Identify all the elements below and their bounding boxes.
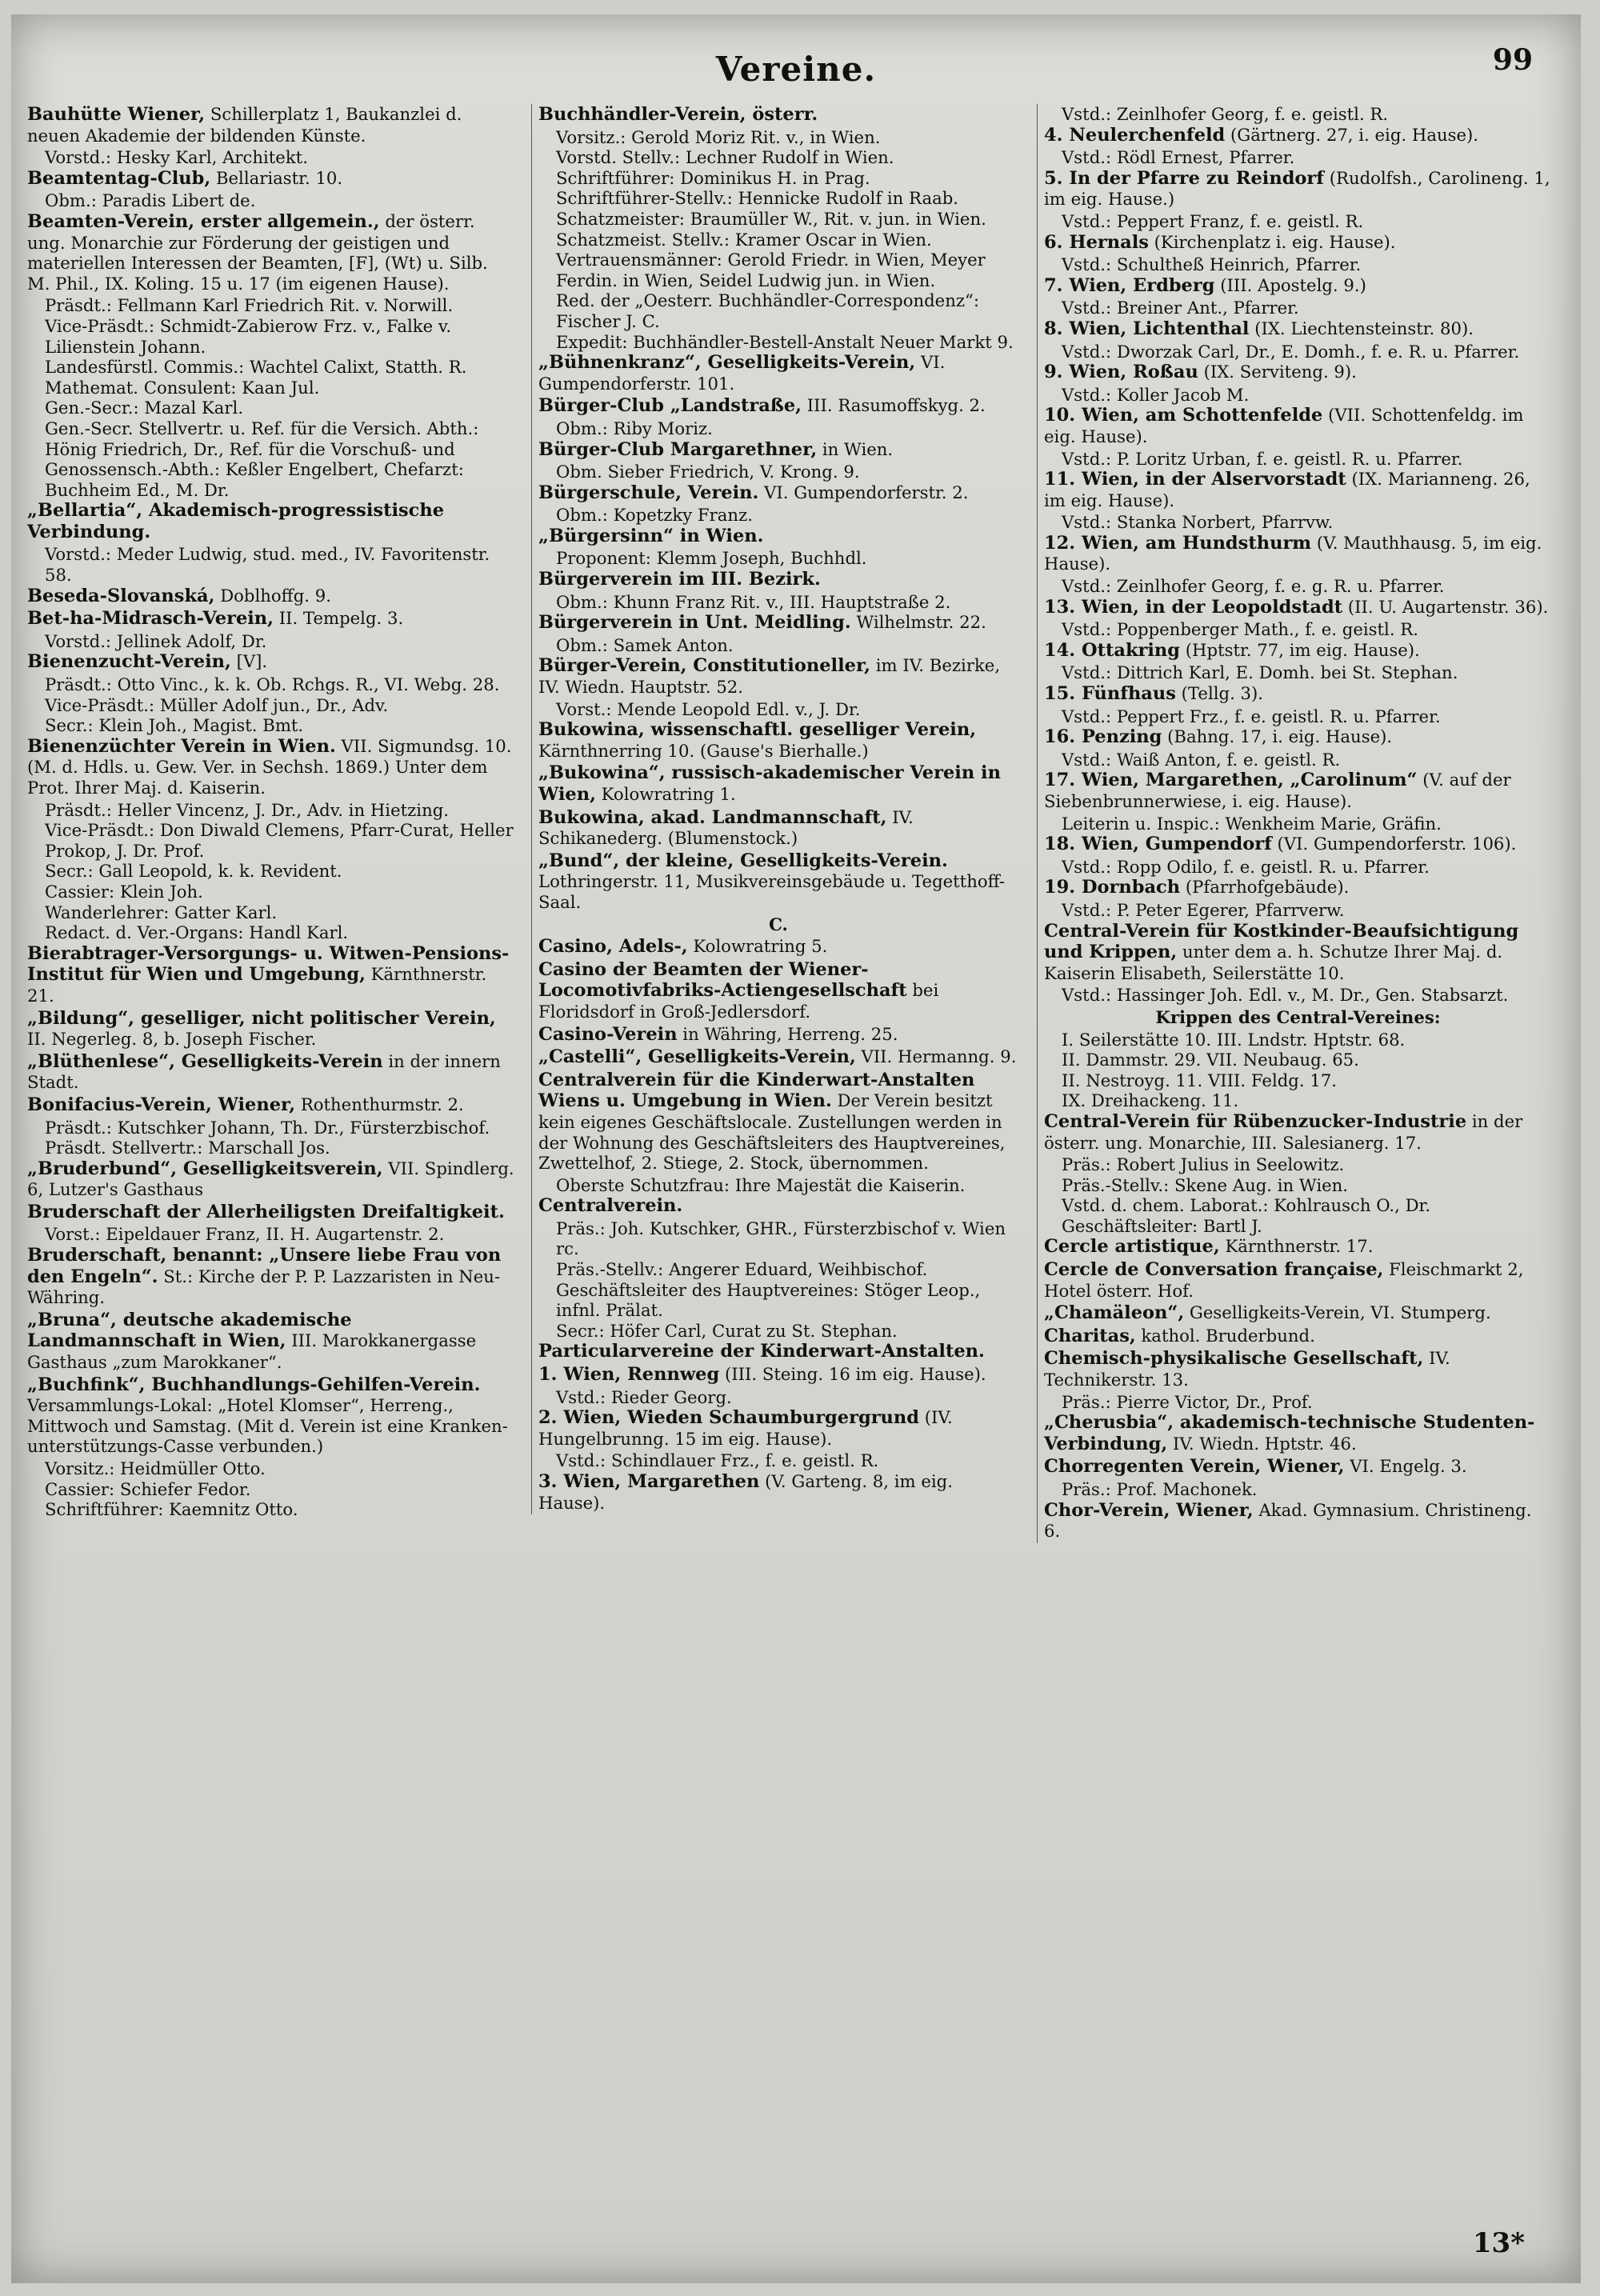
entry-name: 8. Wien, Lichtenthal xyxy=(1044,318,1250,339)
entry-officer-line: Präs.: Joh. Kutschker, GHR., Fürsterzbischof v. Wien rc. xyxy=(556,1218,1006,1259)
entry-name: Cercle artistique, xyxy=(1044,1236,1220,1258)
entry-details: (VII. Schottenfeldg. im eig. Hause). xyxy=(1044,405,1524,446)
entry-officer-line: Gen.-Secr. Stellvertr. u. Ref. für die Versich. Abth.: Hönig Friedrich, Dr., Ref. für die Vorschuß- und Genossensch.-Abth.: Keßler Engelbert, Chefarzt: Buchheim Ed., M. Dr. xyxy=(45,418,479,500)
entry-details: IV. Technikerstr. 13. xyxy=(1044,1348,1450,1390)
entry-name: Casino-Verein xyxy=(538,1023,678,1045)
entry-details: Kolowratring 1. xyxy=(595,784,736,804)
entry-name: Bürger-Club „Landstraße, xyxy=(538,395,802,417)
directory-entry xyxy=(538,1341,1018,1362)
directory-entry xyxy=(538,719,1018,761)
directory-entry xyxy=(1044,1302,1552,1324)
entry-name: 12. Wien, am Hundsthurm xyxy=(1044,532,1312,554)
entry-details: IV. Wiedn. Hptstr. 46. xyxy=(1167,1433,1357,1454)
page-title: Vereine. xyxy=(715,50,877,89)
entry-details: III. Marokkanergasse Gasthaus „zum Marokkaner“. xyxy=(27,1330,477,1373)
entry-details: VI. Engelg. 3. xyxy=(1344,1456,1467,1477)
entry-officer-line: Wanderlehrer: Gatter Karl. xyxy=(45,902,278,922)
directory-entry xyxy=(27,1158,515,1200)
entry-details: Versammlungs-Lokal: „Hotel Klomser“, Herreng., Mittwoch und Samstag. (Mit d. Verein ist eine Kranken-unterstützungs-Casse verbunden.) xyxy=(27,1395,508,1457)
entry-details: Der Verein besitzt kein eigenes Geschäftslocale. Zustellungen werden in der Wohnung des Geschäftsleiters des Hauptvereines, Zwettelhof, 2. Stiege, 2. Stock, übernommen. xyxy=(538,1090,1006,1174)
entry-officer-line: Secr.: Gall Leopold, k. k. Revident. xyxy=(45,861,342,882)
entry-officer-line: Vstd.: Ropp Odilo, f. e. geistl. R. u. Pfarrer. xyxy=(1062,856,1430,877)
entry-details: (V. auf der Siebenbrunnerwiese, i. eig. Hause). xyxy=(1044,770,1511,811)
entry-officer-line: Präsdt.: Kutschker Johann, Th. Dr., Fürsterzbischof. xyxy=(45,1117,490,1138)
entry-details: (II. U. Augartenstr. 36). xyxy=(1342,596,1549,617)
entry-officer-line: II. Nestroyg. 11. VIII. Feldg. 17. xyxy=(1062,1070,1338,1090)
entry-name: Buchhändler-Verein, österr. xyxy=(538,104,818,125)
entry-details: (III. Steing. 16 im eig. Hause). xyxy=(719,1364,986,1385)
entry-officer-line: Obm. Sieber Friedrich, V. Krong. 9. xyxy=(556,462,860,482)
entry-details: Fleischmarkt 2, Hotel österr. Hof. xyxy=(1044,1259,1524,1301)
directory-entry xyxy=(27,651,515,673)
entry-officer-line: Präs.-Stellv.: Skene Aug. in Wien. xyxy=(1062,1174,1349,1195)
entry-details: Doblhoffg. 9. xyxy=(214,585,331,606)
entry-officer-line: Vstd. d. chem. Laborat.: Kohlrausch O., Dr. xyxy=(1062,1195,1431,1216)
entry-officer-line: Expedit: Buchhändler-Bestell-Anstalt Neuer Markt 9. xyxy=(556,331,1014,352)
directory-entry xyxy=(1044,1259,1552,1301)
entry-details: (IX. Serviteng. 9). xyxy=(1198,362,1357,382)
entry-officer-line: Oberste Schutzfrau: Ihre Majestät die Kaiserin. xyxy=(556,1174,966,1195)
entry-details: Lothringerstr. 11, Musikvereinsgebäude u. Tegetthoff-Saal. xyxy=(538,871,1006,912)
entry-officer-line: Vstd.: Dittrich Karl, E. Domh. bei St. Stephan. xyxy=(1062,662,1458,683)
entry-officer-line: I. Seilerstätte 10. III. Lndstr. Hptstr. 68. xyxy=(1062,1029,1406,1050)
entry-officer-line: Präsdt.: Otto Vinc., k. k. Ob. Rchgs. R., VI. Webg. 28. xyxy=(45,674,500,695)
entry-officer-line: Vstd.: Schindlauer Frz., f. e. geistl. R. xyxy=(556,1450,879,1471)
entry-officer-line: Präs.: Prof. Machonek. xyxy=(1062,1479,1258,1499)
entry-details: (III. Apostelg. 9.) xyxy=(1214,274,1366,295)
entry-details: Bellariastr. 10. xyxy=(210,167,343,188)
entry-officer-line: Vstd.: Waiß Anton, f. e. geistl. R. xyxy=(1062,749,1341,770)
entry-officer-line: Obm.: Kopetzky Franz. xyxy=(556,505,753,526)
directory-entry xyxy=(1044,877,1552,898)
entry-officer-line: Vorstd.: Hesky Karl, Architekt. xyxy=(45,147,308,168)
entry-name: Bonifacius-Verein, Wiener, xyxy=(27,1094,296,1115)
entry-details: VI. Gumpendorferstr. 101. xyxy=(538,352,946,394)
entry-officer-line: Mathemat. Consulent: Kaan Jul. xyxy=(45,377,320,398)
entry-details: Schillerplatz 1, Baukanzlei d. neuen Akademie der bildenden Künste. xyxy=(27,104,462,146)
entry-officer-line: Vorstd.: Jellinek Adolf, Dr. xyxy=(45,630,267,651)
entry-details: VI. Gumpendorferstr. 2. xyxy=(758,482,969,502)
directory-entry xyxy=(27,1094,515,1116)
entry-officer-line: Vstd.: Zeinlhofer Georg, f. e. geistl. R. xyxy=(1062,104,1389,124)
entry-details: (VI. Gumpendorferstr. 106). xyxy=(1271,834,1517,854)
entry-details: (Rudolfsh., Carolineng. 1, im eig. Hause.) xyxy=(1044,167,1550,210)
directory-entry xyxy=(1044,1456,1552,1478)
entry-officer-line: Leiterin u. Inspic.: Wenkheim Marie, Gräfin. xyxy=(1062,813,1442,834)
entry-officer-line: Präs.-Stellv.: Angerer Eduard, Weihbischof. xyxy=(556,1259,928,1280)
entry-name: 15. Fünfhaus xyxy=(1044,683,1176,705)
directory-entry xyxy=(538,850,1018,913)
directory-entry xyxy=(538,1024,1018,1046)
entry-details: (IX. Marianneng. 26, im eig. Hause). xyxy=(1044,469,1530,510)
section-heading: Krippen des Central-Vereines: xyxy=(1155,1006,1441,1027)
directory-entry xyxy=(538,1471,1018,1513)
entry-details: (Bahng. 17, i. eig. Hause). xyxy=(1162,726,1393,747)
entry-details: VII. Sigmundsg. 10. (M. d. Hdls. u. Gew. Ver. in Sechsh. 1869.) Unter dem Prot. Ihrer Maj. d. Kaiserin. xyxy=(27,735,512,798)
entry-name: „Blüthenlese“, Geselligkeits-Verein xyxy=(27,1050,383,1072)
entry-name: Chorregenten Verein, Wiener, xyxy=(1044,1456,1345,1478)
entry-details: unter dem a. h. Schutze Ihrer Maj. d. Kaiserin Elisabeth, Seilerstätte 10. xyxy=(1044,942,1503,983)
entry-details: Geselligkeits-Verein, VI. Stumperg. xyxy=(1184,1302,1491,1323)
entry-name: Chor-Verein, Wiener, xyxy=(1044,1499,1254,1521)
directory-entry xyxy=(27,104,515,146)
entry-details: (Kirchenplatz i. eig. Hause). xyxy=(1148,231,1396,252)
directory-entry xyxy=(27,1310,515,1373)
entry-details: II. Negerleg. 8, b. Joseph Fischer. xyxy=(27,1029,317,1050)
entry-officer-line: Vstd.: Breiner Ant., Pfarrer. xyxy=(1062,298,1299,318)
directory-entry xyxy=(1044,1348,1552,1390)
directory-entry xyxy=(538,936,1018,958)
directory-entry xyxy=(538,104,1018,126)
entry-name: 6. Hernals xyxy=(1044,231,1149,253)
entry-name: 11. Wien, in der Alservorstadt xyxy=(1044,469,1346,490)
entry-officer-line: Landesfürstl. Commis.: Wachtel Calixt, Statth. R. xyxy=(45,357,467,378)
entry-details: III. Rasumoffskyg. 2. xyxy=(802,395,986,416)
entry-officer-line: Secr.: Klein Joh., Magist. Bmt. xyxy=(45,715,304,736)
directory-entry xyxy=(1044,597,1552,618)
entry-details: Kärnthnerring 10. (Gause's Bierhalle.) xyxy=(538,740,869,761)
directory-entry xyxy=(538,526,1018,547)
entry-officer-line: Präs.: Robert Julius in Seelowitz. xyxy=(1062,1154,1345,1175)
entry-name: Bienenzüchter Verein in Wien. xyxy=(27,735,336,757)
directory-entry xyxy=(1044,921,1552,984)
entry-officer-line: Vorsitz.: Gerold Moriz Rit. v., in Wien. xyxy=(556,126,881,147)
entry-name: „Bund“, der kleine, Geselligkeits-Verein. xyxy=(538,850,948,871)
entry-officer-line: Vstd.: P. Peter Egerer, Pfarrverw. xyxy=(1062,899,1345,920)
entry-officer-line: Präs.: Pierre Victor, Dr., Prof. xyxy=(1062,1391,1313,1412)
entry-name: Bienenzucht-Verein, xyxy=(27,651,231,673)
directory-entry xyxy=(1044,125,1552,146)
entry-officer-line: Vstd.: Peppert Franz, f. e. geistl. R. xyxy=(1062,210,1364,231)
entry-details: St.: Kirche der P. P. Lazzaristen in Neu-Währing. xyxy=(27,1266,501,1308)
directory-entry xyxy=(1044,1500,1552,1542)
entry-name: Bürger-Club Margarethner, xyxy=(538,438,818,460)
entry-officer-line: Vstd.: Peppert Frz., f. e. geistl. R. u. Pfarrer. xyxy=(1062,706,1441,726)
directory-entry xyxy=(538,762,1018,805)
directory-entry xyxy=(1044,834,1552,855)
entry-officer-line: Obm.: Samek Anton. xyxy=(556,634,734,655)
entry-name: Bürgerschule, Verein. xyxy=(538,482,759,503)
entry-officer-line: Vorstd. Stellv.: Lechner Rudolf in Wien. xyxy=(556,147,894,168)
entry-name: 2. Wien, Wieden Schaumburgergrund xyxy=(538,1407,919,1429)
entry-officer-line: Schatzmeist. Stellv.: Kramer Oscar in Wien. xyxy=(556,229,932,250)
entry-details: (Pfarrhofgebäude). xyxy=(1180,877,1350,898)
entry-details: (V. Mauthhausg. 5, im eig. Hause). xyxy=(1044,532,1542,574)
directory-entry xyxy=(1044,232,1552,254)
entry-name: „Bühnenkranz“, Geselligkeits-Verein, xyxy=(538,352,916,374)
directory-entry xyxy=(27,1051,515,1093)
entry-name: Bierabtrager-Versorgungs- u. Witwen-Pensions-Institut für Wien und Umgebung, xyxy=(27,942,510,986)
column-2 xyxy=(531,104,1018,1514)
entry-officer-line: Secr.: Höfer Carl, Curat zu St. Stephan. xyxy=(556,1320,898,1341)
entry-name: 5. In der Pfarre zu Reindorf xyxy=(1044,167,1324,189)
entry-name: Centralverein für die Kinderwart-Anstalten Wiens u. Umgebung in Wien. xyxy=(538,1069,975,1112)
entry-name: 18. Wien, Gumpendorf xyxy=(1044,834,1272,855)
entry-name: 10. Wien, am Schottenfelde xyxy=(1044,405,1323,426)
entry-officer-line: Geschäftsleiter: Bartl J. xyxy=(1062,1215,1262,1236)
entry-officer-line: Vstd.: Rödl Ernest, Pfarrer. xyxy=(1062,147,1295,168)
entry-officer-line: Gen.-Secr.: Mazal Karl. xyxy=(45,398,244,418)
entry-name: Bauhütte Wiener, xyxy=(27,104,206,125)
entry-name: Bukowina, akad. Landmannschaft, xyxy=(538,806,887,828)
entry-name: Beseda-Slovanská, xyxy=(27,585,215,606)
directory-entry xyxy=(538,439,1018,461)
entry-name: Beamtentag-Club, xyxy=(27,167,211,189)
entry-officer-line: Vstd.: Poppenberger Math., f. e. geistl. R. xyxy=(1062,619,1418,640)
entry-name: Centralverein. xyxy=(538,1195,683,1217)
entry-details: Rothenthurmstr. 2. xyxy=(295,1094,464,1114)
entry-officer-line: Vorstd.: Meder Ludwig, stud. med., IV. Favoritenstr. 58. xyxy=(45,544,490,586)
entry-name: „Bruna“, deutsche akademische Landmannschaft in Wien, xyxy=(27,1309,352,1352)
entry-details: der österr. ung. Monarchie zur Förderung der geistigen und materiellen Interessen der Beamten, [F], (Wt) u. Silb. M. Phil., IX. Koling. 15 u. 17 (im eigenen Hause). xyxy=(27,210,488,294)
directory-entry xyxy=(538,959,1018,1022)
directory-entry xyxy=(27,168,515,190)
directory-entry xyxy=(27,943,515,1006)
entry-details: in Wien. xyxy=(817,438,894,459)
directory-entry xyxy=(27,1374,515,1457)
entry-name: „Bellartia“, Akademisch-progressistische Verbindung. xyxy=(27,500,445,542)
entry-officer-line: Vstd.: Schultheß Heinrich, Pfarrer. xyxy=(1062,254,1362,275)
page xyxy=(11,14,1581,2283)
entry-officer-line: Obm.: Khunn Franz Rit. v., III. Hauptstraße 2. xyxy=(556,591,951,612)
entry-name: Charitas, xyxy=(1044,1325,1136,1346)
directory-entry xyxy=(1044,640,1552,662)
entry-name: 7. Wien, Erdberg xyxy=(1044,274,1215,296)
entry-name: 19. Dornbach xyxy=(1044,877,1181,898)
entry-officer-line: Obm.: Paradis Libert de. xyxy=(45,190,256,211)
entry-officer-line: Vice-Präsdt.: Schmidt-Zabierow Frz. v., Falke v. Lilienstein Johann. xyxy=(45,315,452,357)
entry-officer-line: Präsdt. Stellvertr.: Marschall Jos. xyxy=(45,1138,330,1158)
entry-officer-line: Cassier: Klein Joh. xyxy=(45,881,203,902)
entry-name: Bürgerverein im III. Bezirk. xyxy=(538,569,821,590)
directory-entry xyxy=(27,1202,515,1223)
entry-name: Cercle de Conversation française, xyxy=(1044,1259,1384,1281)
entry-details: (IV. Hungelbrunng. 15 im eig. Hause). xyxy=(538,1407,953,1449)
directory-entry xyxy=(27,586,515,607)
directory-entry xyxy=(538,1407,1018,1449)
entry-details: in Währing, Herreng. 25. xyxy=(677,1023,898,1044)
page-number: 99 xyxy=(1492,43,1533,77)
entry-name: 16. Penzing xyxy=(1044,726,1162,748)
entry-officer-line: Vertrauensmänner: Gerold Friedr. in Wien, Meyer Ferdin. in Wien, Seidel Ludwig jun. in Wien. xyxy=(556,250,986,290)
entry-officer-line: Vorst.: Mende Leopold Edl. v., J. Dr. xyxy=(556,698,861,719)
directory-entry xyxy=(1044,318,1552,340)
directory-entry xyxy=(1044,1412,1552,1454)
entry-officer-line: Vorsitz.: Heidmüller Otto. xyxy=(45,1458,266,1478)
directory-entry xyxy=(1044,168,1552,210)
entry-name: „Cherusbia“, akademisch-technische Studenten-Verbindung, xyxy=(1044,1412,1535,1454)
entry-officer-line: Obm.: Riby Moriz. xyxy=(556,418,713,438)
directory-entry xyxy=(1044,405,1552,446)
entry-details: Kärnthnerstr. 17. xyxy=(1219,1236,1374,1257)
entry-details: Kärnthnerstr. 21. xyxy=(27,964,487,1006)
entry-name: „Chamäleon“, xyxy=(1044,1302,1185,1324)
directory-entry xyxy=(538,1046,1018,1068)
directory-entry xyxy=(1044,533,1552,574)
entry-details: in der innern Stadt. xyxy=(27,1050,501,1093)
entry-name: Casino der Beamten der Wiener-Locomotivfabriks-Actiengesellschaft xyxy=(538,958,907,1002)
entry-name: Bürger-Verein, Constitutioneller, xyxy=(538,655,870,677)
entry-details: im IV. Bezirke, IV. Wiedn. Hauptstr. 52. xyxy=(538,655,1001,698)
entry-officer-line: Schriftführer: Dominikus H. in Prag. xyxy=(556,167,870,188)
directory-entry xyxy=(1044,770,1552,811)
directory-entry xyxy=(538,352,1018,394)
entry-name: Bruderschaft, benannt: „Unsere liebe Frau von den Engeln“. xyxy=(27,1245,502,1287)
entry-officer-line: Proponent: Klemm Joseph, Buchhdl. xyxy=(556,548,867,569)
entry-officer-line: Schriftführer: Kaemnitz Otto. xyxy=(45,1499,298,1520)
entry-details: Kolowratring 5. xyxy=(687,936,828,957)
entry-officer-line: Geschäftsleiter des Hauptvereines: Stöger Leop., infnl. Prälat. xyxy=(556,1279,981,1321)
directory-entry xyxy=(538,395,1018,417)
directory-entry xyxy=(1044,726,1552,748)
entry-name: „Bildung“, geselliger, nicht politischer Verein, xyxy=(27,1007,496,1029)
directory-entry xyxy=(538,612,1018,634)
directory-entry xyxy=(1044,1236,1552,1258)
directory-entry xyxy=(1044,1326,1552,1347)
signature-mark: 13* xyxy=(1472,2227,1525,2259)
entry-name: Central-Verein für Kostkinder-Beaufsichtigung und Krippen, xyxy=(1044,920,1519,963)
entry-officer-line: Vorst.: Eipeldauer Franz, II. H. Augartenstr. 2. xyxy=(45,1224,445,1245)
entry-name: 9. Wien, Roßau xyxy=(1044,362,1198,383)
directory-entry xyxy=(1044,469,1552,510)
entry-officer-line: Vice-Präsdt.: Müller Adolf jun., Dr., Adv. xyxy=(45,694,389,715)
directory-entry xyxy=(27,1008,515,1050)
entry-officer-line: Vstd.: Koller Jacob M. xyxy=(1062,384,1250,405)
entry-officer-line: Vstd.: Hassinger Joh. Edl. v., M. Dr., Gen. Stabsarzt. xyxy=(1062,985,1509,1006)
directory-entry xyxy=(538,482,1018,504)
directory-entry xyxy=(1044,1111,1552,1153)
entry-details: VII. Spindlerg. 6, Lutzer's Gasthaus xyxy=(27,1158,514,1200)
entry-name: „Bruderbund“, Geselligkeitsverein, xyxy=(27,1158,383,1179)
entry-details: (V. Garteng. 8, im eig. Hause). xyxy=(538,1471,953,1513)
entry-details: (Hptstr. 77, im eig. Hause). xyxy=(1180,639,1420,660)
entry-details: bei Floridsdorf in Groß-Jedlersdorf. xyxy=(538,980,939,1022)
entry-name: 1. Wien, Rennweg xyxy=(538,1364,720,1386)
directory-entry xyxy=(27,736,515,798)
entry-officer-line: Red. der „Oesterr. Buchhändler-Correspondenz“: Fischer J. C. xyxy=(556,290,979,331)
entry-name: 3. Wien, Margarethen xyxy=(538,1471,760,1492)
entry-name: Central-Verein für Rübenzucker-Industrie xyxy=(1044,1110,1467,1132)
entry-officer-line: Präsdt.: Fellmann Karl Friedrich Rit. v. Norwill. xyxy=(45,295,454,316)
section-heading: C. xyxy=(769,914,788,934)
directory-entry xyxy=(538,807,1018,849)
entry-details: [V]. xyxy=(230,651,268,672)
column-3 xyxy=(1037,104,1552,1543)
directory-entry xyxy=(27,1245,515,1308)
entry-name: 13. Wien, in der Leopoldstadt xyxy=(1044,596,1343,618)
entry-details: VII. Hermanng. 9. xyxy=(855,1046,1017,1067)
entry-name: Bukowina, wissenschaftl. geselliger Verein, xyxy=(538,719,977,741)
entry-officer-line: Vstd.: P. Loritz Urban, f. e. geistl. R. u. Pfarrer. xyxy=(1062,448,1463,469)
entry-details: Wilhelmstr. 22. xyxy=(850,612,986,633)
entry-officer-line: II. Dammstr. 29. VII. Neubaug. 65. xyxy=(1062,1050,1359,1070)
entry-details: II. Tempelg. 3. xyxy=(274,608,404,629)
directory-entry xyxy=(1044,362,1552,383)
entry-details: in der österr. ung. Monarchie, III. Salesianerg. 17. xyxy=(1044,1110,1523,1153)
entry-details: Akad. Gymnasium. Christineng. 6. xyxy=(1044,1499,1532,1542)
entry-name: Beamten-Verein, erster allgemein., xyxy=(27,210,380,232)
entry-name: „Bürgersinn“ in Wien. xyxy=(538,525,764,546)
entry-name: Bet-ha-Midrasch-Verein, xyxy=(27,608,274,630)
entry-name: „Bukowina“, russisch-akademischer Verein in Wien, xyxy=(538,762,1001,805)
entry-name: „Buchfink“, Buchhandlungs-Gehilfen-Verein. xyxy=(27,1374,481,1395)
entry-name: Particularvereine der Kinderwart-Anstalten. xyxy=(538,1341,985,1362)
entry-name: „Castelli“, Geselligkeits-Verein, xyxy=(538,1046,856,1068)
entry-officer-line: Vstd.: Dworzak Carl, Dr., E. Domh., f. e. R. u. Pfarrer. xyxy=(1062,341,1520,362)
directory-entry xyxy=(27,608,515,630)
directory-entry xyxy=(1044,683,1552,705)
entry-officer-line: Vstd.: Zeinlhofer Georg, f. e. g. R. u. Pfarrer. xyxy=(1062,576,1445,597)
directory-entry xyxy=(27,211,515,294)
entry-name: 17. Wien, Margarethen, „Carolinum“ xyxy=(1044,770,1418,791)
entry-name: Chemisch-physikalische Gesellschaft, xyxy=(1044,1348,1424,1370)
directory-entry xyxy=(538,1070,1018,1174)
directory-entry xyxy=(538,569,1018,590)
directory-entry xyxy=(538,1195,1018,1217)
column-1 xyxy=(27,104,515,1520)
entry-officer-line: Präsdt.: Heller Vincenz, J. Dr., Adv. in Hietzing. xyxy=(45,799,450,820)
entry-name: Bürgerverein in Unt. Meidling. xyxy=(538,612,851,634)
entry-name: Casino, Adels-, xyxy=(538,936,688,958)
directory-entry xyxy=(27,500,515,542)
entry-officer-line: Cassier: Schiefer Fedor. xyxy=(45,1478,251,1499)
entry-details: (IX. Liechtensteinstr. 80). xyxy=(1249,318,1474,338)
directory-entry xyxy=(1044,275,1552,297)
entry-details: kathol. Bruderbund. xyxy=(1135,1325,1315,1346)
entry-name: 4. Neulerchenfeld xyxy=(1044,124,1226,146)
entry-officer-line: Vice-Präsdt.: Don Diwald Clemens, Pfarr-Curat, Heller Prokop, J. Dr. Prof. xyxy=(45,820,514,861)
entry-name: 14. Ottakring xyxy=(1044,639,1181,661)
entry-details: IV. Schikanederg. (Blumenstock.) xyxy=(538,806,914,849)
entry-details: (Tellg. 3). xyxy=(1175,683,1264,704)
entry-officer-line: IX. Dreihackeng. 11. xyxy=(1062,1090,1239,1111)
entry-details: (Gärtnerg. 27, i. eig. Hause). xyxy=(1225,124,1479,145)
directory-entry xyxy=(538,1364,1018,1386)
entry-officer-line: Schriftführer-Stellv.: Hennicke Rudolf in Raab. xyxy=(556,188,959,209)
entry-officer-line: Vstd.: Rieder Georg. xyxy=(556,1386,732,1407)
entry-officer-line: Schatzmeister: Braumüller W., Rit. v. jun. in Wien. xyxy=(556,208,986,229)
entry-officer-line: Redact. d. Ver.-Organs: Handl Karl. xyxy=(45,922,349,943)
directory-entry xyxy=(538,655,1018,697)
entry-officer-line: Vstd.: Stanka Norbert, Pfarrvw. xyxy=(1062,512,1334,533)
entry-name: Bruderschaft der Allerheiligsten Dreifaltigkeit. xyxy=(27,1201,505,1222)
